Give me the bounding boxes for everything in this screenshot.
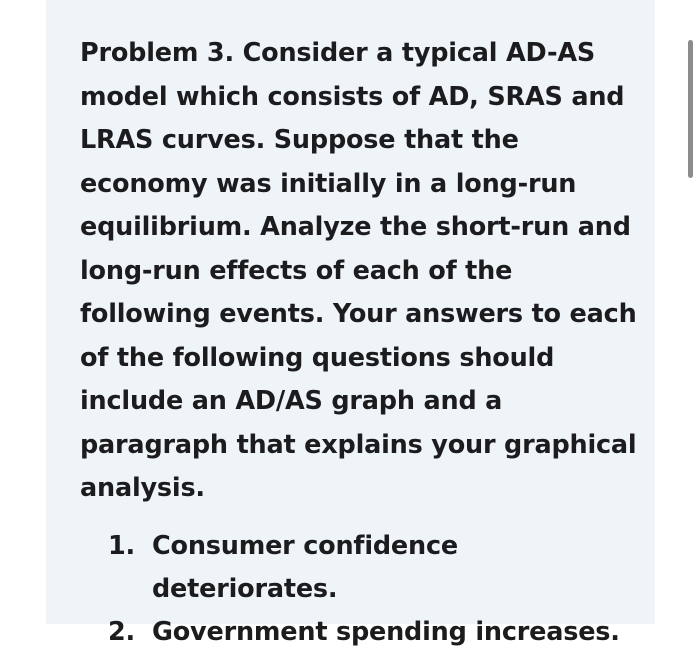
list-item <box>80 611 640 654</box>
question-text: Government spending increases. <box>152 616 620 647</box>
problem-text <box>80 32 640 654</box>
question-text: Consumer confidence deteriorates. <box>152 530 458 604</box>
question-number: 2. <box>108 616 136 647</box>
problem-heading: Problem 3. <box>80 38 234 68</box>
list-item <box>80 525 640 611</box>
question-list <box>80 525 640 654</box>
question-number: 1. <box>108 530 136 561</box>
scrollbar[interactable] <box>688 40 693 178</box>
problem-body: Consider a typical AD-AS model which consists of AD, SRAS and LRAS curves. Suppose that the economy was initially in a long-run equilibrium. Analyze the short-run and long-run effects of each of the following events. Your answers to each of the following questions should include an AD/AS graph and a paragraph that explains your graphical analysis. <box>80 38 637 503</box>
problem-paragraph <box>80 32 640 511</box>
